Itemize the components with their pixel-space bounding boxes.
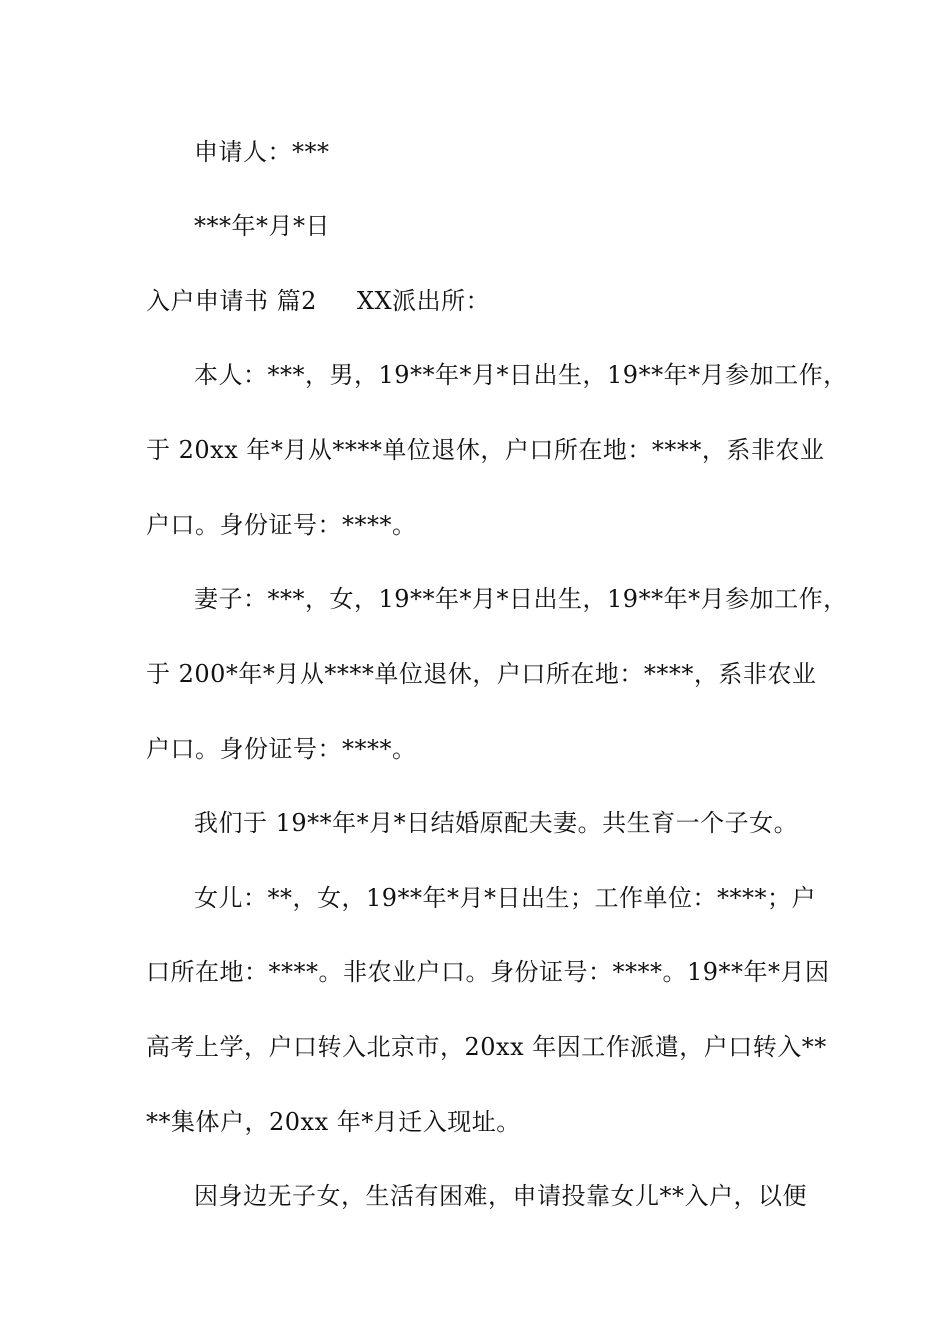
paragraph-line: 妻子：***，女，19**年*月*日出生，19**年*月参加工作， <box>194 585 848 613</box>
paragraph-line: 我们于 19**年*月*日结婚原配夫妻。共生育一个子女。 <box>194 809 799 837</box>
paragraph-line: 本人：***，男，19**年*月*日出生，19**年*月参加工作， <box>194 361 848 389</box>
section-title: 入户申请书 篇2 <box>146 287 317 315</box>
paragraph-line: 女儿：**，女，19**年*月*日出生；工作单位：****；户 <box>194 884 817 912</box>
paragraph-line: 因身边无子女，生活有困难，申请投靠女儿**入户，以便 <box>194 1182 807 1210</box>
paragraph-line: 于 200*年*月从****单位退休，户口所在地：****，系非农业 <box>146 660 817 688</box>
section-heading <box>146 286 826 316</box>
addressee: XX派出所： <box>356 287 491 315</box>
date-line: ***年*月*日 <box>194 212 330 240</box>
paragraph-line: 口所在地：****。非农业户口。身份证号：****。19**年*月因 <box>146 958 830 986</box>
paragraph-line: 高考上学，户口转入北京市，20xx 年因工作派遣，户口转入** <box>146 1033 827 1061</box>
paragraph-line: 于 20xx 年*月从****单位退休，户口所在地：****，系非农业 <box>146 436 825 464</box>
paragraph-line: **集体户，20xx 年*月迁入现址。 <box>146 1108 521 1136</box>
applicant-line: 申请人：*** <box>194 138 330 166</box>
paragraph-line: 户口。身份证号：****。 <box>146 735 417 763</box>
paragraph-line: 户口。身份证号：****。 <box>146 511 417 539</box>
